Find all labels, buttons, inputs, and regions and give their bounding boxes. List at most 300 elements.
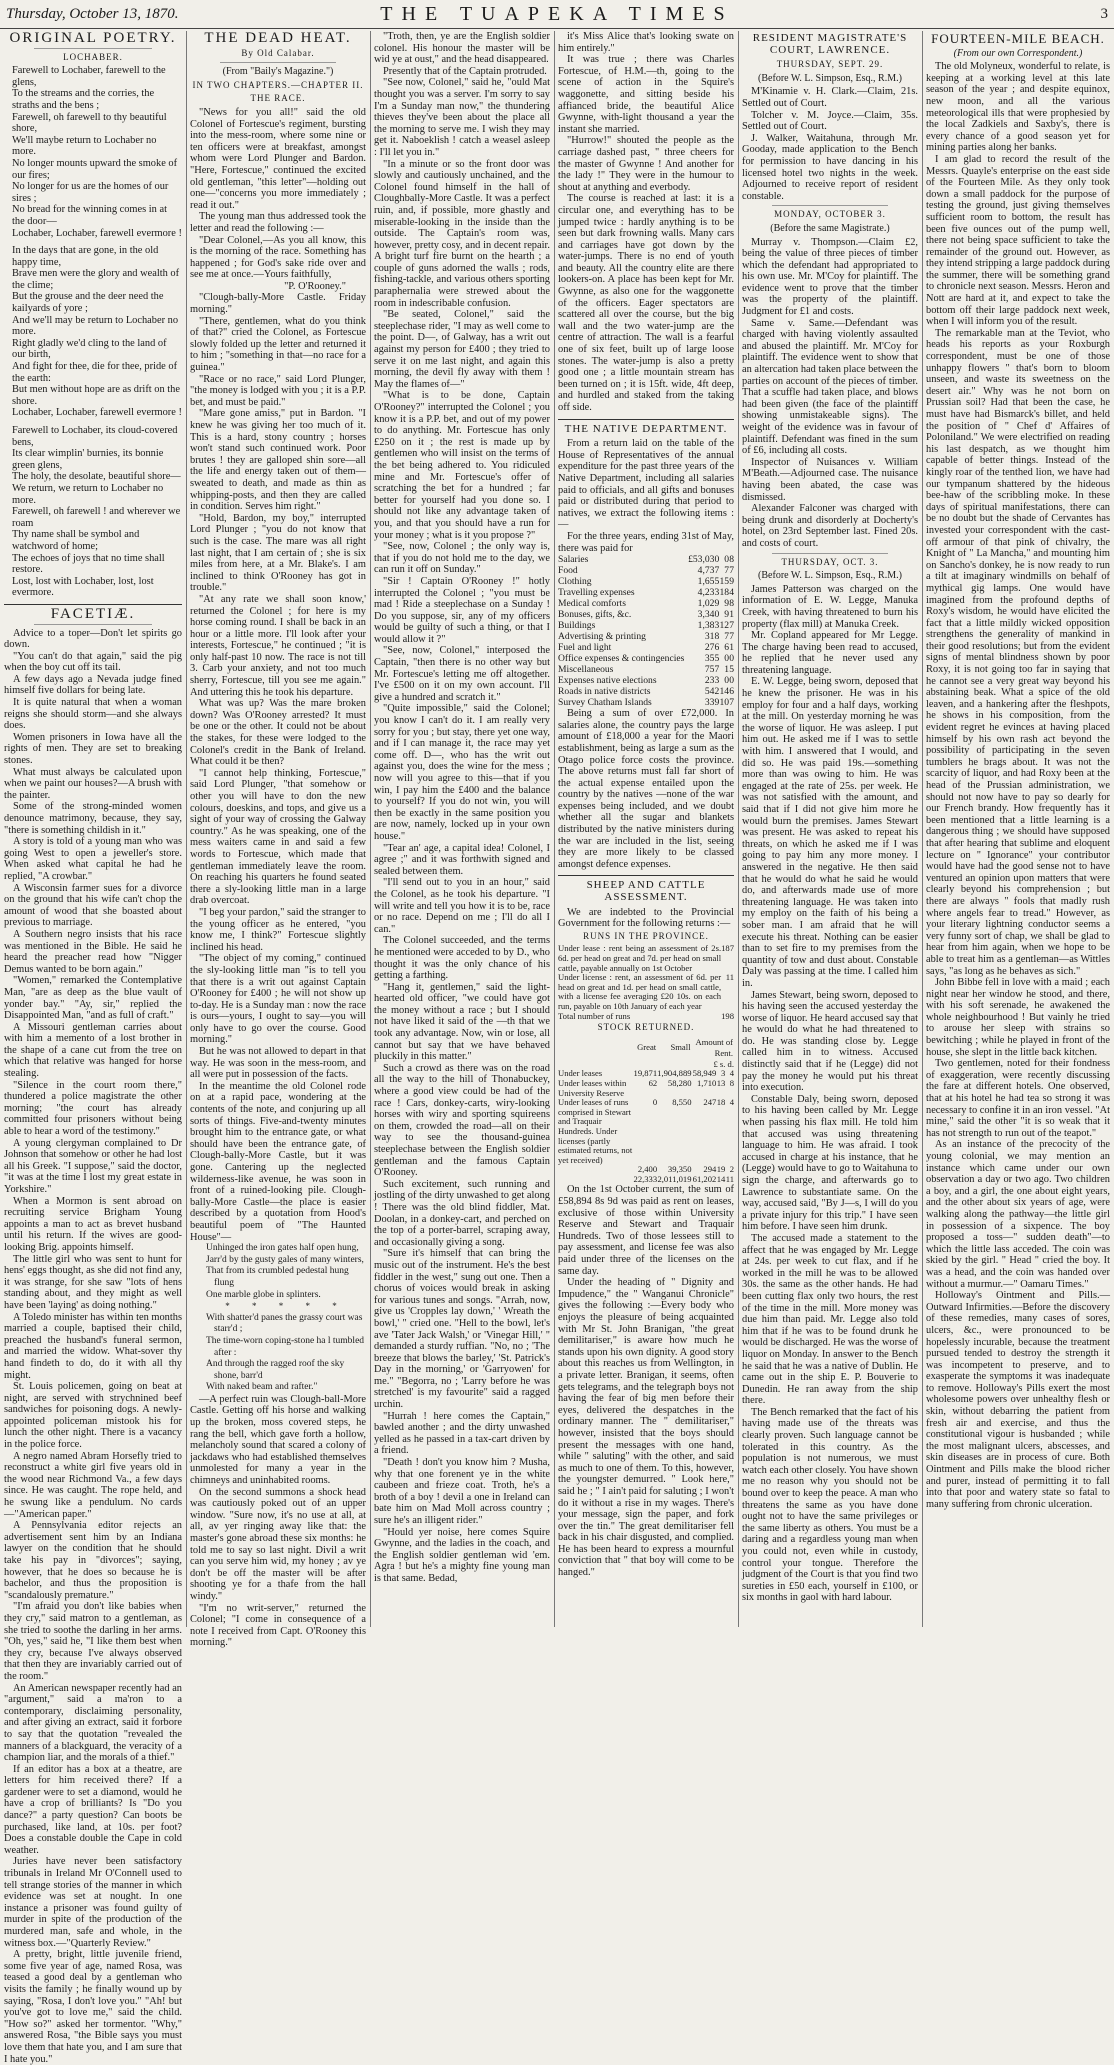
facetia-item: A Pennsylvania editor rejects an advertisement sent him by an Indiana lawyer on the condition that he should take his pay in "divorces"; saying, however, that he does so because he is bachelor, and thus the proposition is "scandalously premature." bbox=[4, 1520, 182, 1601]
court-case: Inspector of Nuisances v. William M'Beath.—Adjourned case. The nuisance having been abated, the case was dismissed. bbox=[742, 457, 918, 503]
poem-line: Farewell, oh farewell ! and wherever we roam bbox=[4, 506, 182, 529]
amount-cell: 318 bbox=[687, 631, 719, 642]
paragraph: For the three years, ending 31st of May, there was paid for bbox=[558, 531, 734, 554]
court-case: The Bench remarked that the fact of his having made use of the threats was clearly proven. Such language cannot be tolerated in this country. As the population is not numerous, we must watch each other closely. You have shown me no reason why you should not be bound over to keep the peace. A man who threatens the same as you have done ought not to have the same privileges or the same liberty as others. You must be a daring and a regardless young man when you could not, even while in custody, control your tongue. Therefore the judgment of the Court is that you find two sureties in £50 each, yourself in £100, or six months in gaol with hard labour. bbox=[742, 1407, 918, 1604]
poem-line: And we'll may be return to Lochaber no more. bbox=[4, 315, 182, 338]
paragraph: "News for you all!" said the old Colonel of Fortescue's regiment, bursting into the mess-room, where some nine or ten officers were at breakfast, amongst whom were Lord Plunger and Bardon. "Here, Fortescue," continued the excited old gentleman, "this letter"—holding out one—"concerns you more immediately ; read it out." bbox=[190, 107, 366, 211]
amount-cell: 4,233 bbox=[687, 587, 719, 598]
verse-line: And through the ragged roof the sky shone, barr'd bbox=[206, 1359, 366, 1382]
poem-line: No longer for us are the homes of our sires ; bbox=[4, 181, 182, 204]
stock-value: 247 bbox=[692, 1098, 717, 1165]
amount-cell: 542 bbox=[687, 686, 719, 697]
amount-cell: 15 bbox=[719, 576, 729, 587]
amount-cell: 0 bbox=[719, 653, 729, 664]
paragraph: As an instance of the precocity of the young colonial, we may mention an instance which came under our own observation a day or two ago. Two children a boy, and a girl, the one about eight years, and the other about six years of age, were walking along the pathway—the little girl in possession of a sixpence. The boy proposed a toss—" sudden death"—to which the little lass acceded. The coin was skied by the girl. " Head " cried the boy. It was a head, and the coin was handed over without a murmur.—" Oamaru Times." bbox=[926, 1139, 1110, 1290]
court-bench: (Before W. L. Simpson, Esq., R.M.) bbox=[742, 73, 918, 85]
table-row bbox=[558, 620, 734, 631]
expense-item: Salaries bbox=[558, 554, 687, 565]
amount-cell: 1,029 bbox=[687, 598, 719, 609]
divider bbox=[34, 48, 152, 49]
paragraph: "The object of my coming," continued the sly-looking little man "is to tell you that there is a writ out against Captain O'Rooney for £400 ; he will not show up to-day. He is a Sunday man : now the race is ours—yours, I ought to say—you will only have to go over the course. Good morning." bbox=[190, 953, 366, 1046]
paragraph: "Mare gone amiss," put in Bardon. "I knew he was giving her too much of it. This is a hard, stony country ; horses won't stand such continued work. Poor brutes ! they are galloped shin sore—all the life and energy taken out of them—sweated to death, and made as thin as whipping-posts, and then they are called in condition. Serves him right." bbox=[190, 408, 366, 512]
court-case: James Patterson was charged on the information of E. W. Legge, Manuka Creek, with having threatened to burn his property (flax mill) at Manuka Creek. bbox=[742, 584, 918, 630]
table-row bbox=[558, 664, 734, 675]
paragraph: "Tear an' age, a capital idea! Colonel, I agree ;" and it was forthwith signed and sealed between them. bbox=[374, 843, 550, 878]
poem-line: But men without hope are as drift on the shore. bbox=[4, 384, 182, 407]
court-case: Murray v. Thompson.—Claim £2, being the value of three pieces of timber which the defendant had appropriated to his own use. Mr. M'Coy for plaintiff. The evidence went to prove that the timber was the property of the plaintiff. Judgment for £1 and costs. bbox=[742, 237, 918, 318]
facetia-item: "Silence in the court room there," thundered a police magistrate the other morning; "the court has already committed four prisoners without being able to hear a word of the testimony." bbox=[4, 1080, 182, 1138]
story-body-3 bbox=[190, 1394, 366, 1649]
paragraph: "What is to be done, Captain O'Rooney?" interrupted the Colonel ; you know it is a P.P. bet, and out of my power to do anything. Mr. Fortescue has only £250 on it ; the rest is made up by gentlemen who will insist on the terms of the bet being adhered to. You ridiculed mine and Mr. Fortescue's offer of scratching the bet for a hundred ; far better for yourself had you done so. I should not like any advantage taken of you, and that you should have a run for your money ; what is it you propose ?" bbox=[374, 390, 550, 541]
newspaper-title: THE TUAPEKA TIMES bbox=[0, 3, 1114, 26]
amount-cell: 0 bbox=[719, 675, 729, 686]
sheep-intro bbox=[558, 907, 734, 930]
poem-line: The holy, the desolate, beautiful shore— bbox=[4, 471, 182, 483]
poem-line: Farewell to Lochaber, farewell to the glens, bbox=[4, 65, 182, 88]
runs-table bbox=[558, 944, 734, 1021]
story-author: By Old Calabar. bbox=[190, 48, 366, 60]
stock-value: 2 bbox=[725, 1165, 734, 1175]
poem-line: Right gladly we'd cling to the land of our birth, bbox=[4, 338, 182, 361]
run-description: Under lease : rent being an assessment of 2s. 6d. per head on great and 7d. per head on small cattle, payable annually on 1st October bbox=[558, 944, 721, 973]
paragraph: It was true ; there was Charles Fortescue, of H.M.—th, going to the scene of action in the Squire's waggonette, and sitting beside his affianced bride, the beautiful Alice Gwynne, with-light thousand a year the instant she married. bbox=[558, 54, 734, 135]
paragraph: "See, now, Colonel," interposed the Captain, "then there is no other way but Mr. Fortescue's letting me off altogether. I've £500 on it on my own account. I'll give a hundred and scratch it." bbox=[374, 645, 550, 703]
runs-heading: RUNS IN THE PROVINCE. bbox=[558, 931, 734, 943]
stock-table bbox=[558, 1036, 734, 1185]
stock-value: 11 bbox=[725, 1175, 734, 1185]
beach-source: (From our own Correspondent.) bbox=[926, 48, 1110, 60]
amount-cell: 1 bbox=[719, 664, 729, 675]
amount-cell: 9 bbox=[719, 609, 729, 620]
paragraph: "Dear Colonel,—As you all know, this is the morning of the race. Something has happened ; for God's sake ride over and see me at once.—Yours faithfully, bbox=[190, 235, 366, 281]
paragraph: On the second summons a shock head was cautiously poked out of an upper window. "Sure now, it's no use at all, at all, av yer ringing away like that: the master's gone abroad these six months: he told me to say so last night. Divil a writ can you serve him wid, my honey ; av ye don't be off the master will be after shooting ye for a thafe from the hall windy." bbox=[190, 1487, 366, 1603]
poem-line: To the streams and the corries, the straths and the bens ; bbox=[4, 88, 182, 111]
run-count: 11 bbox=[721, 973, 734, 1011]
amount-cell: 7 bbox=[729, 565, 734, 576]
court-case: Alexander Falconer was charged with being drunk and disorderly at Docherty's hotel, on 23rd September last. Fined 20s. and costs of court. bbox=[742, 503, 918, 549]
stock-value: 3 bbox=[716, 1069, 725, 1079]
stock-value: 62 bbox=[634, 1079, 658, 1098]
table-row bbox=[558, 653, 734, 664]
amount-cell: 339 bbox=[687, 697, 719, 708]
amount-cell: 18 bbox=[719, 587, 729, 598]
verse-line: Jarr'd by the gusty gales of many winters, bbox=[206, 1255, 366, 1267]
paragraph: From a return laid on the table of the House of Representatives of the annual expenditure for the past three years of the Native Department, including all salaries paid to officials, and all gifts and bonuses paid or distributed during that period to natives, we extract the following items :— bbox=[558, 438, 734, 531]
paragraph: "There, gentlemen, what do you think of that?" cried the Colonel, as Fortescue slowly folded up the letter and returned it to him ; "something in that—no race for a guinea." bbox=[190, 316, 366, 374]
column-header bbox=[558, 1036, 634, 1060]
court-case: Mr. Copland appeared for Mr Legge. The charge having been read to accused, he replied that he never used any threatening language. bbox=[742, 630, 918, 676]
paragraph: Two gentlemen, noted for their fondness of exaggeration, were recently discussing the fare at different hotels. One observed, that at his hotel he had tea so strong it was necessary to confine it in an iron vessel. "At mine," said the other "it is so weak that it has not strength to run out of the teapot." bbox=[926, 1058, 1110, 1139]
paragraph: "Troth, then, ye are the English soldier colonel. His honour the master will be wid ye at oust," and the head disappeared. bbox=[374, 31, 550, 66]
table-row bbox=[558, 1079, 734, 1098]
paragraph: I am glad to record the result of the Messrs. Quayle's enterprise on the east side of the Fourteen Mile. As they only took down a small paddock for the purpose of testing the ground, just giving themselves sufficient room to bottom, the result has been five ounces out of the pump well, there not being space sufficient to take the remainder of the ground out. However, as they intend stripping a large paddock during the summer, there will be something grand to chronicle next season. Messrs. Heron and Nott are hard at it, and expect to take the bottom off their large paddock next week, when I will inform you of the result. bbox=[926, 154, 1110, 328]
stock-value: 13 bbox=[716, 1079, 725, 1098]
facetia-item: "You can't do that again," said the pig when the boy cut off its tail. bbox=[4, 651, 182, 674]
court-bench: (Before the same Magistrate.) bbox=[742, 223, 918, 235]
run-count: 187 bbox=[721, 944, 734, 973]
facetia-item: "I'm afraid you don't like babies when they cry," said matron to a gentleman, as she tried to soothe the darling in her arms. "Oh, yes," said he, "I like them best when they cry, because I've always observed that then they are invariably carried out of the room." bbox=[4, 1601, 182, 1682]
amount-cell: 1,655 bbox=[687, 576, 719, 587]
stock-heading: STOCK RETURNED. bbox=[558, 1022, 734, 1034]
native-department-heading: THE NATIVE DEPARTMENT. bbox=[558, 424, 734, 436]
poem-line: Farewell to Lochaber, its cloud-covered bens, bbox=[4, 425, 182, 448]
stock-value: 1,904,889 bbox=[657, 1069, 691, 1079]
divider bbox=[558, 875, 734, 876]
poem-line: No bread for the winning comes in at the door— bbox=[4, 204, 182, 227]
poem-body bbox=[4, 65, 182, 599]
table-row bbox=[558, 944, 734, 973]
court-bench: (Before W. L. Simpson, Esq., R.M.) bbox=[742, 570, 918, 582]
amount-cell: 10 bbox=[719, 697, 729, 708]
facetia-item: A Wisconsin farmer sues for a divorce on the ground that his wife can't chop the amount of wood that she boasted about previous to marriage. bbox=[4, 883, 182, 929]
story-chapters: IN TWO CHAPTERS.—CHAPTER II. bbox=[190, 80, 366, 92]
amount-cell: 7 bbox=[729, 620, 734, 631]
paragraph: "I beg your pardon," said the stranger to the young officer as he entered, "you know me, I think?" Fortescue slightly inclined his head. bbox=[190, 907, 366, 953]
facetia-item: A Missouri gentleman carries about with him a memento of a lost brother in the shape of a cane cut from the tree on which that relative was hanged for horse stealing. bbox=[4, 1022, 182, 1080]
amount-cell: 0 bbox=[729, 675, 734, 686]
paragraph: "See, now, Colonel ; the only way is, that if you do not hold me to the day, we can run it off on Sunday." bbox=[374, 541, 550, 576]
amount-cell: 0 bbox=[719, 554, 729, 565]
table-row bbox=[558, 587, 734, 598]
paragraph: Presently that of the Captain protruded. bbox=[374, 66, 550, 78]
expense-item: Expenses native elections bbox=[558, 675, 687, 686]
divider bbox=[772, 205, 888, 206]
expense-item: Food bbox=[558, 565, 687, 576]
paragraph: "Hang it, gentlemen," said the light-hearted old officer, "we could have got the money without a race ; but I should not have liked it said of the —th that we took any advantage. Now, win or lose, all cannot but say that we have behaved pluckily in this matter." bbox=[374, 982, 550, 1063]
paragraph: "Sure it's himself that can bring the music out of the instrument. He's the best fiddler in the west," sung out one. Then a chorus of voices would break in asking for various tunes and songs. "Arrah, now, give us 'Cropples lay down,' ' Wreath the bowl,' " cried one. "Hell to the bowl, let's ave 'Tater Jack Walsh,' or 'Vinegar Hill,' " demanded a sturdy ruffian. "No, no ; 'The breeze that blows the barley,' 'St. Patrick's Day in the morning,' or 'Garryowen' for me." "Begorra, no ; 'Larry before he was stretched' is my favourite" said a ragged urchin. bbox=[374, 1248, 550, 1410]
paragraph: What was up? Was the mare broken down? Was O'Rooney arrested? It must be one or the other. It could not be about the stakes, for these were lodged to the Colonel's credit in the Bank of Ireland. What could it be then? bbox=[190, 698, 366, 768]
expense-item: Travelling expenses bbox=[558, 587, 687, 598]
paragraph: "I'll send out to you in an hour," said the Colonel, as he took his departure. "I will write and tell you how it is to be, race or no race. Depend on me ; I'll do all I can." bbox=[374, 877, 550, 935]
facetia-item: If an editor has a box at a theatre, are letters for him received there? If a gardener were to set a diamond, would he have a crop of brilliants? Is "Do you dance?" a party question? Can boots be purchased, like land, at 10s. per foot? Does a constable double the Cape in cold weather. bbox=[4, 1764, 182, 1857]
section-heading-poetry: ORIGINAL POETRY. bbox=[4, 33, 182, 45]
amount-cell: 12 bbox=[719, 620, 729, 631]
poem-line: Lost, lost with Lochaber, lost, lost evermore. bbox=[4, 576, 182, 599]
poem-line: Lochaber, Lochaber, farewell evermore ! bbox=[4, 228, 182, 240]
story-body-2 bbox=[190, 292, 366, 1243]
stock-value: 1,710 bbox=[692, 1079, 717, 1098]
poem-line: Its clear wimplin' burnies, its bonnie green glens, bbox=[4, 448, 182, 471]
facetia-item: Women prisoners in Iowa have all the rights of men. They are set to breaking stones. bbox=[4, 732, 182, 767]
table-row bbox=[558, 1098, 734, 1165]
table-row bbox=[558, 609, 734, 620]
table-row bbox=[558, 631, 734, 642]
letter-signature: "P. O'Rooney." bbox=[190, 281, 366, 293]
paragraph: The course is reached at last: it is a circular one, and everything has to be jumped twice : hardly anything is to be seen but dark frowning walls. Many cars and carriages have got down by the water-jumps. There is no end of youth and beauty. All the country elite are there lookers-on. A place has been kept for Mr. Gwynne, as also one for the waggonette of the officers. Eager spectators are scattered all over the course, but the big wall and the two water-jump are the centre of attraction. The wall is a fearful one of six feet, built up of large loose stones. The water-jump is also a pretty good one ; a little mountain stream has been turned on ; it is 15ft. wide, 4ft deep, and hurdled and staked from the taking off side. bbox=[558, 193, 734, 413]
amount-cell: 7 bbox=[719, 565, 729, 576]
run-description: Under license : rent, an assessment of 6d. per head on great and 1d. per head on small cattle, with a license fee averaging £20 10s. on each run, payable on 10th January of each year bbox=[558, 973, 721, 1011]
stock-value: 8,550 bbox=[657, 1098, 691, 1165]
expense-item: Survey Chatham Islands bbox=[558, 697, 687, 708]
paragraph: Holloway's Ointment and Pills.—Outward Infirmities.—Before the discovery of these remedies, many cases of sores, ulcers, &c., were pronounced to be hopelessly incurable, because the treatment pursued tended to destroy the strength it was incompetent to preserve, and to exasperate the symptoms it was inadequate to remove. Holloway's Pills exert the most wholesome powers over unhealthy flesh or skin, without debarring the patient from fresh air and exercise, and thus the constitutional vigour is husbanded ; while the most malignant ulcers, abscesses, and skin diseases are in process of cure. Both Ointment and Pills make the blood richer and purer, instead of permitting it to fall into that poor and watery state so fatal to many suffering from chronic ulceration. bbox=[926, 1290, 1110, 1510]
expense-item: Buildings bbox=[558, 620, 687, 631]
facetia-item: A Southern negro insists that his race was mentioned in the Bible. He said he heard the preacher read how "Nigger Demus wanted to be born again." bbox=[4, 929, 182, 975]
facetia-item: Advice to a toper—Don't let spirits go down. bbox=[4, 628, 182, 651]
amount-cell: 233 bbox=[687, 675, 719, 686]
paragraph: —A perfect ruin was Clough-ball-More Castle. Getting off his horse and walking up the broken, moss covered steps, he rang the bell, which gave forth a hollow, melancholy sound that scared a colony of jackdaws who had established themselves unmolested for many a year in the chimneys and uninhabited rooms. bbox=[190, 1394, 366, 1487]
stock-value: 19,871 bbox=[634, 1069, 658, 1079]
stock-label: Under leases bbox=[558, 1069, 634, 1079]
amount-cell: 355 bbox=[687, 653, 719, 664]
facetia-item: Juries have never been satisfactory tribunals in Ireland Mr O'Connell used to tell strange stories of the manner in which evidence was set at nought. In one instance a prisoner was found guilty of murder in spite of the production of the murdered man, safe and whole, in the witness box.—"Quarterly Review." bbox=[4, 1856, 182, 1949]
paragraph: On the 1st October current, the sum of £58,894 8s 9d was paid as rent on leases, exclusive of those within University Reserve and Stewart and Traquair Hundreds. Two of those lessees still to pay assessment, and license fee was also paid under three of the licenses on the same day. bbox=[558, 1184, 734, 1277]
expense-item: Miscellaneous bbox=[558, 664, 687, 675]
expense-item: Bonuses, gifts, &c. bbox=[558, 609, 687, 620]
expense-item: Fuel and light bbox=[558, 642, 687, 653]
facetia-item: A few days ago a Nevada judge fined himself five dollars for being late. bbox=[4, 674, 182, 697]
story-body-1 bbox=[190, 107, 366, 281]
facetia-item: A story is told of a young man who was going West to open a jeweller's store. When asked what capital he had he replied, "A crowbar." bbox=[4, 836, 182, 882]
paragraph: "Clough-bally-More Castle. Friday morning." bbox=[190, 292, 366, 315]
expense-item: Clothing bbox=[558, 576, 687, 587]
amount-cell: 3,340 bbox=[687, 609, 719, 620]
run-count: 198 bbox=[721, 1012, 734, 1022]
column-header: Small bbox=[657, 1036, 691, 1060]
paragraph: "Hold, Bardon, my boy," interrupted Lord Plunger ; "you do not know that such is the case. The mare was all right last night, that I am certain of ; she is six miles from here, at a Mr. Blake's. I am inclined to think O'Rooney has got in trouble." bbox=[190, 513, 366, 594]
paragraph: "Hurrow!" shouted the people as the carriage dashed past, " three cheers for the master of Gwynne ! And another for the lady !" They were in the humour to shout at anything and everbody. bbox=[558, 135, 734, 193]
amount-cell: 276 bbox=[687, 642, 719, 653]
stock-value: 61,202 bbox=[692, 1175, 717, 1185]
court-case: E. W. Legge, being sworn, deposed that he knew the prisoner. He was in his employ for four and a half days, working at the mill. On yesterday morning he was the worse of liquor. He was asleep. I put him out. He asked me if I was to settle with him. I answered that I would, and did so. He was paid 19s.—something more than was owing to him. He was engaged at the rate of 25s. per week. He was not satisfied with the amount, and said that if I did not give him more he would burn the premises. James Stewart was present. He was asked to repeat his threats, on which he asked me if I was going to pay him any more money. I answered in the negative. He then said that he would do what he said he would do, and afterwards made use of more threatening language. He was taken into my employ on the faith of his being a sober man. I am afraid that he will execute his threat. Nothing can be easier than to set fire to my premises from the quantity of tow and dust about. Constable Daly was passing at the time. I called him in. bbox=[742, 676, 918, 989]
paragraph: "I'm no writ-server," returned the Colonel; "I come in consequence of a note I received from Capt. O'Rooney this morning." bbox=[190, 1603, 366, 1649]
verse-line: One marble globe in splinters. bbox=[206, 1290, 366, 1302]
table-row bbox=[558, 642, 734, 653]
verse-line: That from its crumbled pedestal hung flung bbox=[206, 1266, 366, 1289]
poem-line: In the days that are gone, in the old happy time, bbox=[4, 245, 182, 268]
poem-line: Thy name shall be symbol and watchword of home; bbox=[4, 529, 182, 552]
table-row bbox=[558, 576, 734, 587]
expense-item: Roads in native districts bbox=[558, 686, 687, 697]
stock-value: 19 bbox=[716, 1165, 725, 1175]
column-rule bbox=[370, 31, 371, 1627]
paragraph: "I cannot help thinking, Fortescue," said Lord Plunger, "that somehow or other you will have to don the new colours, doeskins, and tops, and give us a sight of your way of crossing the Galway country." As he was speaking, one of the mess waiters came in and said a few words to Fortescue, which made that gentleman immediately leave the room. On reaching his quarters he found seated there a sly-looking little man in a large drab overcoat. bbox=[190, 768, 366, 907]
stock-label bbox=[558, 1175, 634, 1185]
table-row bbox=[558, 1175, 734, 1185]
amount-cell: 8 bbox=[729, 598, 734, 609]
masthead bbox=[0, 0, 1114, 29]
column-6 bbox=[926, 31, 1110, 1627]
amount-cell: 5 bbox=[729, 664, 734, 675]
poem-line: We return, we return to Lochaber no more. bbox=[4, 483, 182, 506]
beach-heading: FOURTEEN-MILE BEACH. bbox=[926, 33, 1110, 45]
paragraph: Such excitement, such running and jostling of the dirty unwashed to get along ! There was the old blind fiddler, Mat. Doolan, in a donkey-cart, and perched on the top of a porter-barrel, scraping away, and occasionally giving a song. bbox=[374, 1179, 550, 1249]
paragraph: The old Molyneux, wonderful to relate, is keeping at a working level at this late season of the year ; and despite equinox, new moon, and all the various meteorological ills that were prophesied by the local Zadkiels and Saxby's, there is every chance of a good season yet for mining parties along her banks. bbox=[926, 61, 1110, 154]
facetiae-body bbox=[4, 628, 182, 2065]
story-source: (From "Baily's Magazine.") bbox=[190, 66, 366, 78]
court-case: Same v. Same.—Defendant was charged with having violently assaulted and abused the plaintiff. Mr. M'Coy for plaintiff. The evidence went to show that an altercation had taken place between the parties on account of the pieces of timber. That a scuffle had taken place, and blows had been given (the face of the plaintiff showing unmistakeable signs). The weight of the evidence was in favour of plaintiff. Defendant was fined in the sum of £6, including all costs. bbox=[742, 318, 918, 457]
story-title: THE DEAD HEAT. bbox=[190, 33, 366, 45]
divider bbox=[220, 62, 336, 63]
paragraph: "At any rate we shall soon know,' returned the Colonel ; for here is my horse coming round. I shall be back in an hour or a little more. I'll look after your interests, Fortescue," he continued ; "it is only half-past 10 now. The race is not till 3. Carb your anxiety, and not too much sherry, Fortescue, till you see me again." And uttering this he took his departure. bbox=[190, 594, 366, 698]
facetia-item: It is quite natural that when a woman reigns she should storm—and she always does. bbox=[4, 697, 182, 732]
table-row bbox=[558, 1012, 734, 1022]
story-continued-end bbox=[558, 31, 734, 414]
stock-label: Under leases within University Reserve bbox=[558, 1079, 634, 1098]
story-subhead: THE RACE. bbox=[190, 93, 366, 105]
amount-cell: 7 bbox=[729, 631, 734, 642]
paragraph: "In a minute or so the front door was slowly and cautiously unchained, and the Colonel found himself in the hall of Cloughbally-More Castle. It was a perfect ruin, and, if possible, more ghastly and miserable-looking in the inside than the outside. The Captain's room was, however, pretty cosy, and in decent repair. A bright turf fire burnt on the hearth ; a couple of guns adorned the walls ; rods, fishing-tackle, and various others sporting paraphernalia were strewed about the room in indescribable confusion. bbox=[374, 159, 550, 310]
stock-value: 294 bbox=[692, 1165, 717, 1175]
sheep-cattle-heading: SHEEP AND CATTLE ASSESSMENT. bbox=[558, 880, 734, 903]
paragraph: We are indebted to the Provincial Government for the following returns :— bbox=[558, 907, 734, 930]
column-header: Great bbox=[634, 1036, 658, 1060]
story-continued bbox=[374, 31, 550, 1585]
column-2 bbox=[190, 31, 366, 1627]
expense-item: Medical comforts bbox=[558, 598, 687, 609]
paragraph: Under the heading of " Dignity and Impudence," the " Wanganui Chronicle" gives the following :—Every body who enjoys the pleasure of being acquainted with Mr St. John Branigan, "the great demilitariser," is aware how much he stands upon his own dignity. A good story about this reaches us from Wellington, in a private letter. Branigan, it seems, often gets telegrams, and the telegraph boys not having the fear of big men before their eyes, delivered the despatches in the ordinary manner. The " demilitariser," however, insisted that the boys should present the messages with one hand, while " saluting" with the other, and said as much to one of them. To this, however, the youngster demurred. " Look here," said he ; " I ain't paid for saluting ; I won't do it without a rise in my wages. There's your message, sign the paper, and fork over the tin." The great demilitariser fell back in his chair disgusted, and complied. He has been heard to express a mournful conviction that " that boy will come to be hanged." bbox=[558, 1277, 734, 1578]
divider bbox=[558, 419, 734, 420]
stock-value: 2,011,019 bbox=[657, 1175, 691, 1185]
divider bbox=[34, 624, 152, 625]
amount-cell: 4,737 bbox=[687, 565, 719, 576]
facetia-item: Some of the strong-minded women denounce matrimony, because, they say, "there is something childish in it." bbox=[4, 801, 182, 836]
amount-cell: 6 bbox=[729, 686, 734, 697]
table-row bbox=[558, 565, 734, 576]
verse-line: With naked beam and rafter." bbox=[206, 1382, 366, 1394]
verse-line: Unhinged the iron gates half open hung, bbox=[206, 1243, 366, 1255]
expense-item: Advertising & printing bbox=[558, 631, 687, 642]
stock-value: 2,400 bbox=[634, 1165, 658, 1175]
amount-cell: 6 bbox=[719, 642, 729, 653]
paragraph: Such a crowd as there was on the road all the way to the hill of Thonabuckey, where a good view could be had of the race ! Cars, donkey-carts, wiry-looking horses with wiry and sporting squireens on them, crowded the road—all on their way to see the thousand-guinea steeplechase between the English soldier gentleman and the famous Captain O'Rooney. bbox=[374, 1063, 550, 1179]
column-4 bbox=[558, 31, 734, 1627]
paragraph: "See now, Colonel," said he, "ould Mat thought you was a server. I'm sorry to say I'm a Sunday man now," the thundering thieves they've been about the place all the morning to serve me. I wish they may get it. Naboeklish ! catch a weasel asleep : I'll let you in." bbox=[374, 77, 550, 158]
column-rule bbox=[186, 31, 187, 1627]
columns bbox=[0, 31, 1114, 1629]
sheep-body bbox=[558, 1184, 734, 1578]
court-case: M'Kinamie v. H. Clark.—Claim, 21s. Settled out of Court. bbox=[742, 86, 918, 109]
poem-line: But the grouse and the deer need the kailyards of yore ; bbox=[4, 291, 182, 314]
column-3 bbox=[374, 31, 550, 1627]
amount-cell: 1,383 bbox=[687, 620, 719, 631]
amount-cell: 9 bbox=[729, 576, 734, 587]
amount-cell: 9 bbox=[719, 598, 729, 609]
poem-title: LOCHABER. bbox=[4, 52, 182, 64]
poem-line: Brave men were the glory and wealth of the clime; bbox=[4, 268, 182, 291]
table-row bbox=[558, 554, 734, 565]
stock-value: 8 bbox=[725, 1079, 734, 1098]
amount-cell: 8 bbox=[729, 554, 734, 565]
paragraph: "Hurrah ! here comes the Captain," bawled another ; and the dirty unwashed yelled as he passed in a tax-cart driven by a friend. bbox=[374, 1411, 550, 1457]
amount-cell: £53,030 bbox=[687, 554, 719, 565]
court-date: THURSDAY, SEPT. 29. bbox=[742, 59, 918, 71]
beach-body bbox=[926, 61, 1110, 1510]
amount-cell: 1 bbox=[729, 609, 734, 620]
stock-value: 22,333 bbox=[634, 1175, 658, 1185]
stock-value: 58,280 bbox=[657, 1079, 691, 1098]
verse-line: The time-worn coping-stone ha l tumbled after : bbox=[206, 1336, 366, 1359]
stock-value: 0 bbox=[634, 1098, 658, 1165]
table-row bbox=[558, 697, 734, 708]
verse-line: With shatter'd panes the grassy court was starr'd ; bbox=[206, 1313, 366, 1336]
poem-line: No longer mounts upward the smoke of our fires; bbox=[4, 158, 182, 181]
amount-cell: 1 bbox=[729, 642, 734, 653]
court-date: MONDAY, OCTOBER 3. bbox=[742, 209, 918, 221]
column-1 bbox=[4, 31, 182, 1627]
column-rule bbox=[738, 31, 739, 1627]
facetia-item: "Women," remarked the Contemplative Man, "are as deep as the blue vault of yonder bay." "Ay, sir," replied the Disappointed Man, "and as full of craft." bbox=[4, 975, 182, 1021]
court-date: THURSDAY, OCT. 3. bbox=[742, 557, 918, 569]
paragraph: "Sir ! Captain O'Rooney !" hotly interrupted the Colonel ; "you must be mad ! Ride a steeplechase on a Sunday ! Do you suppose, sir, any of my officers would be guilty of such a thing, or that I would allow it ?" bbox=[374, 576, 550, 646]
table-row bbox=[558, 973, 734, 1011]
stock-value: 4 bbox=[725, 1098, 734, 1165]
court-case: James Stewart, being sworn, deposed to his having seen the accused yesterday the worse of liquor. He heard accused say that he would do what he had threatened to do. He was standing close by. Legge called him in to witness. Accused distinctly said that if he (Legge) did not pay the money he would put his threat into execution. bbox=[742, 990, 918, 1094]
page-number: 3 bbox=[1101, 6, 1109, 23]
paragraph: "Death ! don't you know him ? Musha, why that one forenent ye in the white caubeen and frieze coat. Troth, he's a broth of a boy ! devil a one in Ireland can bate him on Mad Moll across country ; sure he's an illigent rider." bbox=[374, 1457, 550, 1527]
paragraph: The Colonel succeeded, and the terms he mentioned were acceded to by D., who thought it was the only chance of his getting a farthing. bbox=[374, 935, 550, 981]
court-case: J. Walker, Waitahuna, through Mr. Gooday, made application to the Bench for permission to have dancing in his licensed hotel two nights in the week. Adjourned to receive report of resident constable. bbox=[742, 133, 918, 203]
court-body bbox=[742, 59, 918, 1604]
facetia-item: When a Mormon is sent abroad on recruiting service Brigham Young appoints a man to act as brevet husband until his return. If the wives are good-looking Brig. appoints himself. bbox=[4, 1196, 182, 1254]
facetia-item: St. Louis policemen, going on beat at night, are served with strychnined beef sandwiches for poisoning dogs. A newly-appointed policeman mistook his for lunch the other night. There is a vacancy in the police force. bbox=[4, 1381, 182, 1451]
poem-line: We'll maybe return to Lochaber no more. bbox=[4, 135, 182, 158]
amount-cell: 7 bbox=[719, 631, 729, 642]
issue-date: Thursday, October 13, 1870. bbox=[6, 6, 179, 23]
table-header-row bbox=[558, 1036, 734, 1060]
court-case: The accused made a statement to the affect that he was engaged by Mr. Legge at 24s. per week to cut flax, and if he worked in the mill he was to be allowed 30s. the same as the other hands. He had been cutting flax only two hours, the rest of the time in the mill. More money was due him than paid. Mr. Legge also told him that if he was to be found drunk he would be discharged. He was the worse of liquor on Monday. In answer to the Bench he said that he was a native of Dublin. He came out in the ship E. P. Bouverie to Dunedin. He ran away from the ship there. bbox=[742, 1233, 918, 1407]
paragraph: "Quite impossible," said the Colonel; you know I can't do it. I am really very sorry for you ; but stay, there yet one way, and if I can manage it, the race may yet come off. D—, who has the writ out against you, does the wine for the mess ; now will you agree to this—that if you win, I pay him the £400 and the balance to yourself? If you do not win, you will then be exactly in the same position you are now, namely, locked up in your own house." bbox=[374, 703, 550, 842]
verse-break: * * * * * bbox=[206, 1301, 366, 1313]
facetia-item: What must always be calculated upon when we paint our houses?—A brush with the painter. bbox=[4, 767, 182, 802]
column-header: Amount of Rent. bbox=[692, 1036, 734, 1060]
paragraph: it's Miss Alice that's looking swate on him entirely." bbox=[558, 31, 734, 54]
poem-line: The echoes of joys that no time shall restore. bbox=[4, 553, 182, 576]
facetia-item: An American newspaper recently had an "argument," said a ma'ron to a contemporary, disclaiming personality, and after giving an extract, said it forbore to say that the quotation "revealed the manners of a blackguard, the veracity of a champion liar, and the morals of a thief." bbox=[4, 1683, 182, 1764]
stock-value: 4 bbox=[725, 1069, 734, 1079]
stock-value: 18 bbox=[716, 1098, 725, 1165]
expense-item: Office expenses & contingencies bbox=[558, 653, 687, 664]
stock-value: 14 bbox=[716, 1175, 725, 1185]
facetia-item: A young clergyman complained to Dr Johnson that somehow or other he had lost all his Greek. "I suppose," said the doctor, "it was at the time I lost my great estate in Yorkshire." bbox=[4, 1138, 182, 1196]
paragraph: In the meantime the old Colonel rode on at a rapid pace, wondering at the contents of the note, and conjuring up all sorts of things. Five-and-twenty minutes brought him to the entrance gate, or what should have been the entrance gate, of Clough-bally-More Castle, but it was gone. Cantering up the neglected wilderness-like avenue, he was soon in front of a ruined-looking pile. Clough-bally-More Castle—the place is easier described by a quotation from Hood's beautiful poem of "The Haunted House"— bbox=[190, 1081, 366, 1243]
amount-cell: 0 bbox=[729, 653, 734, 664]
native-department-body bbox=[558, 708, 734, 870]
paragraph: The remarkable man at the Teviot, who heads his reports as your Roxburgh correspondent, must be one of those unhappy flowers " that's born to bloom unseen, and waste its sweetness on the desert air." Why was he not born on Prussian soil? Had that been the case, he must have had Bismarck's billet, and held the position of " Chef d' Affaires of Poloniland." We were electrified on reading his last despatch, as we thought him capable of better things. Instead of the kingly roar of the tenthed lion, we have had our tympanum shattered by the hideous bee-haw of the scribbling moke. In these days of spiritual manifestations, there can be no doubt but the shade of Cervantes has invested your correspondent with the cast-off armour of that pink of chivalry, the Knight of " La Mancha," and mounting him on Sancho's donkey, he is now ready to run a tilt at imaginary windmills on behalf of mythical gig lamps. One would have imagined from the profound depths of Roxy's wisdom, he would have elicited the fact that a little mildly wicked opposition strengthens the generality of mankind in their good resolutions; but from the evident signs of mental blindness shown by poor Roxy, it is not going too far in saying that he cannot see a very great way beyond his abstaining beak. What a spice of the old leaven, and a hankering after the fleshpots, he shows in his composition, from the evident regret he evinces at having placed himself by his own rash act beyond the possibility of participating in the seven tumblers he brags about. It was not the scarcity of liquor, and had Roxy been at the head of the Prussian administration, we should not now have to pay so dearly for our French brandy. How frequently has it been mentioned that a little learning is a dangerous thing ; we should have supposed that after hearing that sublime and eloquent lecture on " Ignorance" your contributor would have had the good sense not to have ventured an opinion upon matters that were clearly beyond his comprehension ; but there are always " fools that madly rush where angels fear to tread." However, as your literary lightning conductor seems a very funny sort of chap, we shall be glad to hear from him again, when we hope to be able to treat him as a gentleman—as Wittles says, "as long as he behaves as sich." bbox=[926, 328, 1110, 977]
amount-cell: 7 bbox=[729, 697, 734, 708]
run-description: Total number of runs bbox=[558, 1012, 721, 1022]
court-heading: RESIDENT MAGISTRATE'S COURT, LAWRENCE. bbox=[742, 33, 918, 56]
stock-value: 39,350 bbox=[657, 1165, 691, 1175]
divider bbox=[4, 604, 182, 605]
native-department-intro bbox=[558, 438, 734, 554]
paragraph: "Be seated, Colonel," said the steeplechase rider, "I may as well come to the point. D—, of Galway, has a writ out against my person for £400 ; they tried to serve it on me last night, and again this morning, the devil fly away with them ! May the flames of—" bbox=[374, 309, 550, 390]
paragraph: Being a sum of over £72,000. In salaries alone, the country pays the large amount of £18,000 a year for the Maori establishment, being as large a sum as the Otago police force costs the province. The above returns must fall far short of the actual expense entailed upon the country by the natives —none of the war expenses being included, and we doubt whether all the sugar and blankets distributed by the native ministers during the war are included in the list, seeing they are more likely to be classed amongst defence expenses. bbox=[558, 708, 734, 870]
native-expenditure-table bbox=[558, 554, 734, 708]
poem-line: And fight for thee, die for thee, pride of the earth: bbox=[4, 361, 182, 384]
amount-cell: 14 bbox=[719, 686, 729, 697]
amount-cell: 757 bbox=[687, 664, 719, 675]
paragraph: John Bibbe fell in love with a maid ; each night near her window he stood, and there, with his soft serenade, he awakened the whole neighbourhood ! But vainly he tried to arouse her sleep with strains so bewitching ; while he played in front of the house, she slept in the little back kitchen. bbox=[926, 977, 1110, 1058]
table-row bbox=[558, 686, 734, 697]
facetia-item: A negro named Abram Horsefly tried to reconstruct a white girl five years old in the wood near Richmond Va., a few days since. He was caught. The rope held, and he swung like a pendulum. No cards—"American paper." bbox=[4, 1451, 182, 1521]
court-case: Tolcher v. M. Joyce.—Claim, 35s. Settled out of Court. bbox=[742, 110, 918, 133]
paragraph: "Hould yer noise, here comes Squire Gwynne, and the ladies in the coach, and the English soldier gentleman wid 'em. Agra ! but he's a mighty fine young man is that same. Bedad, bbox=[374, 1527, 550, 1585]
facetia-item: A pretty, bright, little juvenile friend, some five year of age, named Rosa, was teased a good deal by a gentleman who visits the family ; he finally wound up by saying, "Rosa, I don't love you." "Ah! but you've got to love me," said the child. "How so?" asked her tormentor. "Why," answered Rosa, "the Bible says you must love them that hate you, and I am sure that I hate you." bbox=[4, 1949, 182, 2065]
stock-label bbox=[558, 1165, 634, 1175]
paragraph: "Race or no race," said Lord Plunger, "the money is lodged with you ; it is a P.P. bet, and must be paid." bbox=[190, 374, 366, 409]
column-5 bbox=[742, 31, 918, 1627]
facetia-item: The little girl who was sent to hunt for hens' eggs thought, as she did not find any, it was strange, for she saw "lots of hens standing about, and they might as well have been 'laying' as doing nothing." bbox=[4, 1254, 182, 1312]
paragraph: But he was not allowed to depart in that way. He was soon in the mess-room, and all were put in possession of the facts. bbox=[190, 1046, 366, 1081]
column-rule bbox=[554, 31, 555, 1627]
quoted-verse bbox=[190, 1243, 366, 1394]
facetia-item: A Toledo minister has within ten months married a couple, baptised their child, preached the husband's funeral sermon, and married the widow. What-sover thy hand findeth to do, do it with all thy might. bbox=[4, 1312, 182, 1382]
units-cell: £ s. d. bbox=[692, 1060, 734, 1070]
divider bbox=[772, 553, 888, 554]
table-row bbox=[558, 675, 734, 686]
poem-line: Farewell, oh farewell to thy beautiful shore, bbox=[4, 112, 182, 135]
stock-value: 58,949 bbox=[692, 1069, 717, 1079]
